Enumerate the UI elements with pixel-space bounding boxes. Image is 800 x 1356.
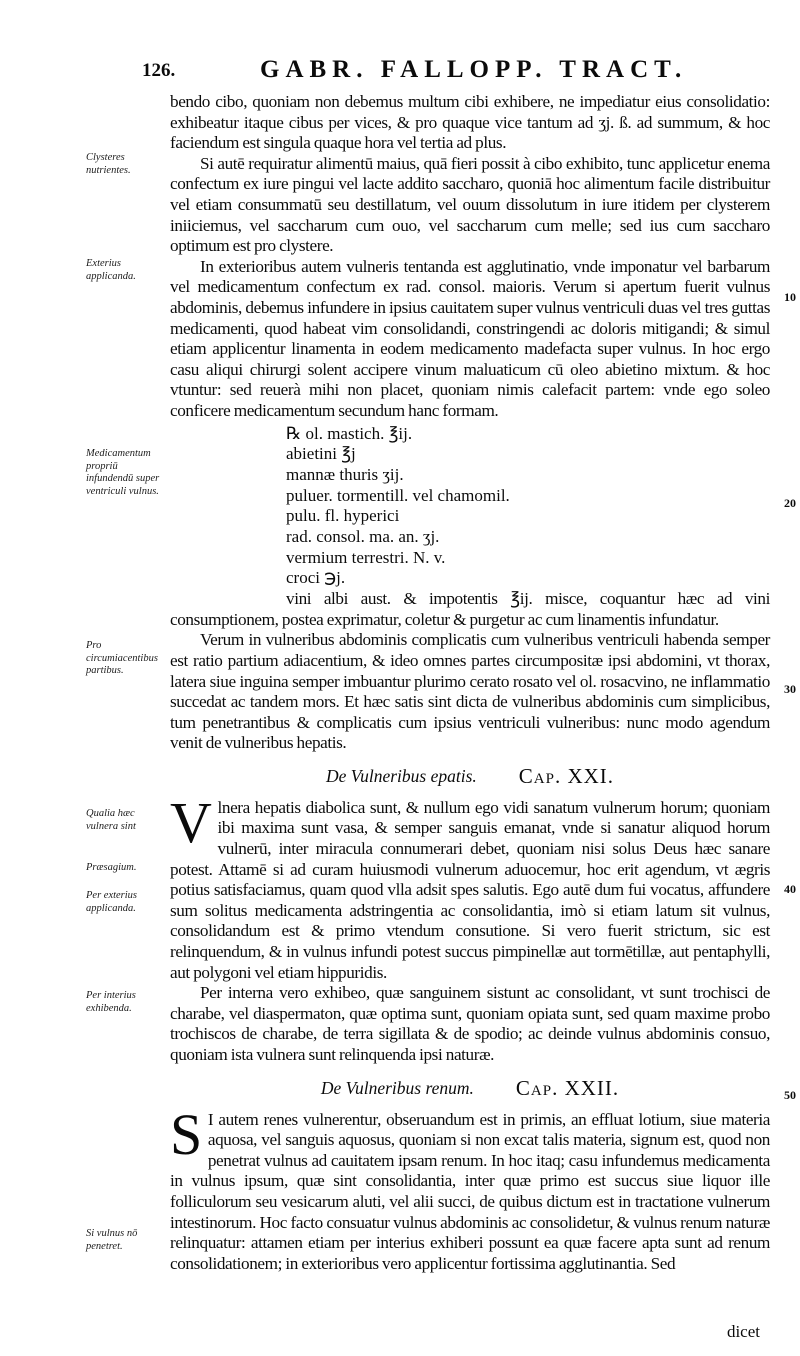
margin-note-exterius-applicanda: Per exterius applicanda.: [86, 890, 138, 914]
margin-note-circumiacentibus: Pro circumiacentibus partibus.: [86, 640, 158, 676]
line-number-10: 10: [784, 290, 796, 304]
chapter-number: Cap. XXII.: [515, 1076, 620, 1101]
margin-note-si-vulnus: Si vulnus nō penetret.: [86, 1228, 138, 1252]
chapter-number: Cap. XXI.: [518, 764, 615, 789]
paragraph-exterioribus: In exterioribus autem vulneris tentanda est agglutinatio, vnde imponatur vel barbarum vel medicamentum confectum ex rad. consol. maioris. Verum si apertum fuerit vulnus abdominis, debemus infundere in ipsius cauitatem super vulnus ventriculi duas vel tres guttas medicamenti, quod habeat vim consolidandi, constringendi ac doloris mitigandi; & simul etiam applicentur linamenta in eodem medicamento madefacta super vulnus. In hoc ergo casu aliqui chirurgi solent accipere vinum maluaticum cū oleo abietino mixtum. & hoc vtuntur: sed reuerà mihi non placet, quoniam nimis calefacit partem: vnde ego soleo conficere medicamentum secundum hanc formam.: [170, 256, 770, 420]
recipe-line: ℞ ol. mastich. ℥ij.: [286, 423, 413, 443]
paragraph-alimentum: Si autē requiratur alimentū maius, quā fieri possit à cibo exhibito, tunc applicetur enema confectum ex iure pingui vel lacte addito saccharo, quoniā hoc alimentum facile distribuitur vel etiam consummatū seu destillatum, vel ouum dissolutum in iure itidem per clysterem iniiciemus, vel saccharum cum ouo, vel saccharum cum melle; sed ius cum saccharo optimum est pro clystere.: [170, 153, 770, 256]
recipe-list: [286, 424, 770, 590]
page-header: [142, 56, 772, 86]
margin-note-clysteres: Clysteres nutrientes.: [86, 152, 131, 176]
paragraph-hepatis: [170, 789, 770, 983]
chapter-title: De Vulneribus renum.: [320, 1078, 474, 1099]
margin-note-qualia: Qualia hæc vulnera sint: [86, 808, 136, 832]
line-number-30: 30: [784, 682, 796, 696]
recipe-line: abietini ℥j: [286, 444, 356, 464]
margin-note-exterius: Exterius applicanda.: [86, 258, 136, 282]
drop-cap: V: [170, 789, 212, 855]
paragraph-hepatis-text: lnera hepatis diabolica sunt, & nullum ego vidi sanatum vulnerum horum; quoniam ibi maxima sunt vasa, & semper sanguis emanat, vnde si sanatur aliquod horum vulnerū, inter miracula connumerari debet, quoniam nisi solus Deus hæc sanare potest. Attamē si ad curam huiusmodi vulnerum aduocemur, hoc erit agendum, vt ægris potius satisfaciamus, quam quod vlla adsit spes salutis. Ego autē dum fui vocatus, affundere sum solitus medicamenta adstringentia ac consolidantia, imò si etiam latum sit vulnus, consolidandum est & primo vtendum consutione. Si vero fuerit strictum, sic est relinquendum, & in vulnus infundi potest succus pimpinellæ aut tormētillæ, aut pentaphylli, aut polygoni vel etiam hippuridis.: [170, 797, 770, 982]
recipe-line: croci ℈j.: [286, 568, 346, 588]
catchword: dicet: [726, 1322, 760, 1341]
drop-cap: S: [170, 1101, 202, 1167]
paragraph-interna: Per interna vero exhibeo, quæ sanguinem sistunt ac consolidant, vt sunt trochisci de charabe, vel diaspermaton, quæ optima sunt, quoniam opiata sunt, sed quam maxime probo trochiscos de charabe, de terra sigillata & de spodio; ac deinde vulnus abdominis consuo, quoniam ista vulnera sunt relinquenda ipsi naturæ.: [170, 983, 770, 1064]
chapter-heading-22: [170, 1076, 770, 1102]
recipe-line: puluer. tormentill. vel chamomil.: [286, 485, 510, 505]
margin-note-praesagium: Præsagium.: [86, 862, 137, 873]
line-number-20: 20: [784, 496, 796, 510]
recipe-line: rad. consol. ma. an. ʒj.: [286, 527, 440, 547]
paragraph-cibo: bendo cibo, quoniam non debemus multum cibi exhibere, ne impediatur eius consolidatio: exhibeatur itaque cibus per vices, & pro quaque vice tantum ad ʒj. ß. ad summum, & hoc faciendum est singula quaque hora vel tertia ad plus.: [170, 92, 770, 153]
running-title: GABR. FALLOPP. TRACT.: [260, 56, 688, 83]
main-text: [170, 92, 770, 1274]
margin-note-medicamentum: Medicamentum propriū infundendū super ventriculi vulnus.: [86, 448, 160, 497]
line-number-50: 50: [784, 1088, 796, 1102]
paragraph-complicatis: Verum in vulneribus abdominis complicatis cum vulneribus ventriculi habenda semper est ratio partium adiacentium, & ideo omnes partes circumpositæ ipsi abdomini, vt thorax, latera siue inguina semper imbuantur plurimo cerato rosato vel ol. rosacvino, ne inflammatio succedat ac tandem mors. Et hæc satis sint dicta de vulneribus abdominis cum simplicibus, tum penetrantibus & complicatis cum ipsius ventriculi vulneribus: nunc modo agendum venit de vulneribus hepatis.: [170, 630, 770, 753]
margin-note-interius: Per interius exhibenda.: [86, 990, 136, 1014]
recipe-line: mannæ thuris ʒij.: [286, 464, 404, 484]
paragraph-renes: [170, 1101, 770, 1275]
recipe-instructions: vini albi aust. & impotentis ℥ij. misce, coquantur hæc ad vini consumptionem, postea exprimatur, coletur & purgetur ac cum linamentis infundatur.: [170, 589, 770, 629]
line-number-40: 40: [784, 882, 796, 896]
paragraph-renes-text: I autem renes vulnerentur, obseruandum est in primis, an effluat lotium, siue materia aquosa, vel sanguis aquosus, quoniam si non excat talis materia, signum est, quod non penetrat vulnus ad cauitatem ipsam renum. In hoc itaq; casu infundemus medicamenta in vulnus ipsum, quæ sint consolidantia, inter quæ primo est succus siue liquor ille folliculorum seu vesicarum aluti, vel alii succi, de quibus dictum est in tractatione vulnerum intestinorum. Hoc facto consuatur vulnus abdominis ac consolidetur, & vulnus renum naturæ relinquatur: attamen etiam per interius exhiberi possunt ea quæ facere apta sunt ad renum consolidationem; in exterioribus vero applicentur fortissima agglutinantia. Sed: [170, 1109, 770, 1273]
chapter-title: De Vulneribus epatis.: [325, 766, 477, 787]
page-number: 126.: [142, 60, 176, 81]
recipe-line: vermium terrestri. N. v.: [286, 547, 446, 567]
recipe-line: pulu. fl. hyperici: [286, 506, 400, 526]
chapter-heading-21: [170, 764, 770, 790]
